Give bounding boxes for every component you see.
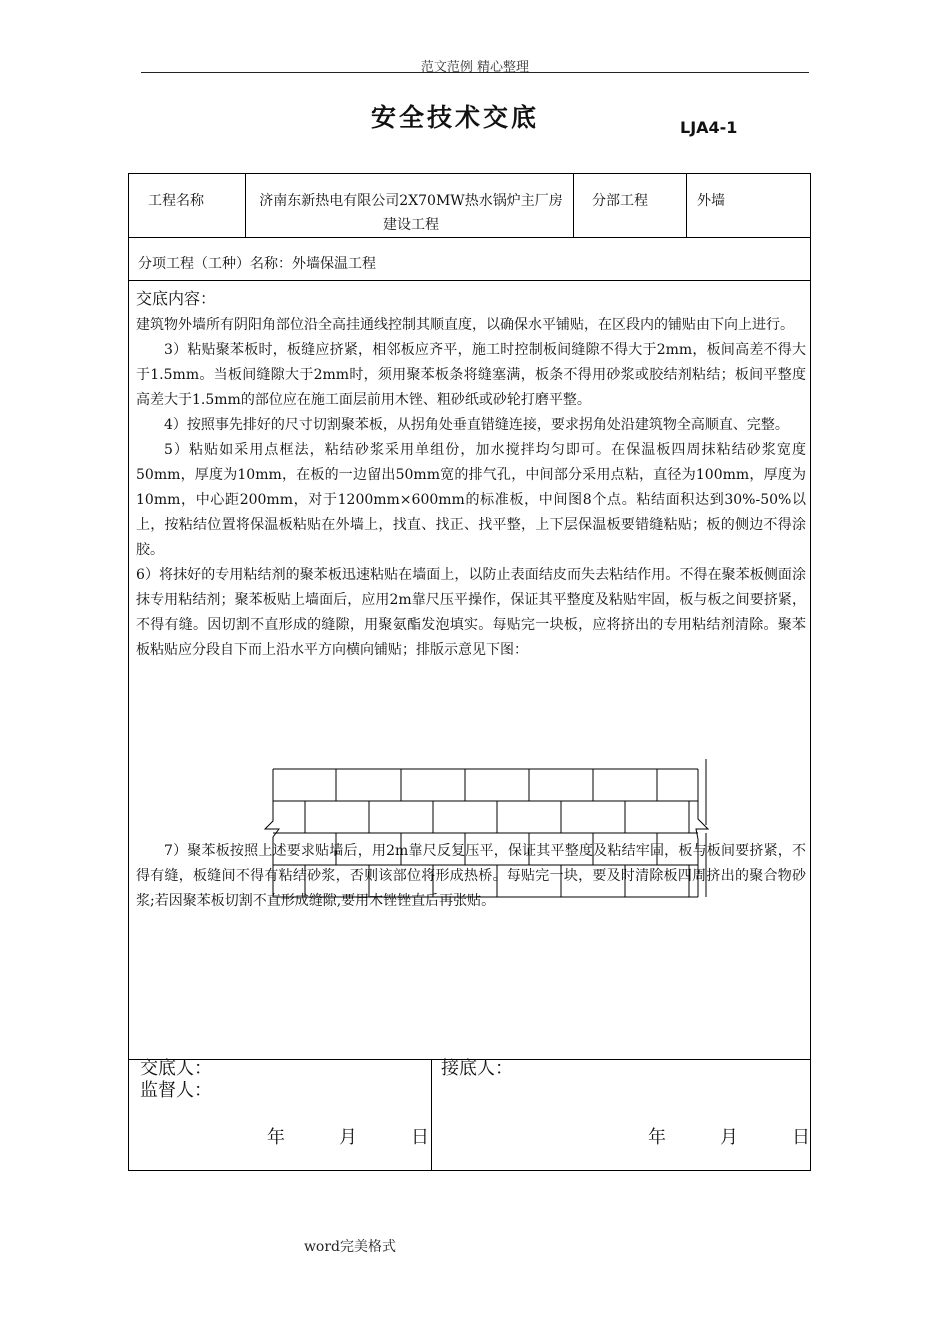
table-row-divider xyxy=(128,280,811,281)
table-col-divider xyxy=(245,173,246,237)
table-col-divider xyxy=(431,1059,432,1171)
division-value: 外墙 xyxy=(697,193,725,209)
content-paragraph: 5）粘贴如采用点框法，粘结砂浆采用单组份，加水搅拌均匀即可。在保温板四周抹粘结砂浆宽度50mm，厚度为10mm，在板的一边留出50mm宽的排气孔，中间部分采用点粘，直径为100mm，厚度为10mm，中心距200mm，对于1200mm×600mm的标准板，中间图8个点。粘结面积达到30%-50%以上，按粘结位置将保温板粘贴在外墙上，找直、找正、找平整，上下层保温板要错缝粘贴；板的侧边不得涂胶。 xyxy=(136,442,806,558)
content-paragraph: 4）按照事先排好的尺寸切割聚苯板，从拐角处垂直错缝连接，要求拐角处沿建筑物全高顺直、完整。 xyxy=(164,417,789,433)
page-footer: word完美格式 xyxy=(303,1239,397,1255)
table-col-divider xyxy=(686,173,687,237)
date-right: 年 月 日 xyxy=(648,1127,810,1148)
project-name-label: 工程名称 xyxy=(148,193,204,209)
header-rule xyxy=(141,72,809,73)
content-paragraph: 6）将抹好的专用粘结剂的聚苯板迅速粘贴在墙面上，以防止表面结皮而失去粘结作用。不得在聚苯板侧面涂抹专用粘结剂；聚苯板贴上墙面后，应用2m靠尺压平操作，保证其平整度及粘贴牢固，板与板之间要挤紧，不得有缝。因切割不直形成的缝隙，用聚氨酯发泡填实。每贴完一块板，应将挤出的专用粘结剂清除。聚苯板粘贴应分段自下而上沿水平方向横向铺贴；排版示意见下图： xyxy=(136,567,806,658)
date-left: 年 月 日 xyxy=(267,1127,429,1148)
supervisor-label: 监督人： xyxy=(140,1080,212,1101)
subitem-name: 分项工程（工种）名称：外墙保温工程 xyxy=(138,256,376,272)
project-name-value: 济南东新热电有限公司2X70MW热水锅炉主厂房建设工程 xyxy=(259,193,563,233)
receiver-label: 接底人： xyxy=(441,1058,513,1079)
content-label: 交底内容： xyxy=(136,289,217,308)
discloser-label: 交底人： xyxy=(140,1058,212,1079)
division-label: 分部工程 xyxy=(592,193,648,209)
document-title: 安全技术交底 xyxy=(370,103,539,132)
document-code: LJA4-1 xyxy=(680,118,738,137)
page-header: 范文范例 精心整理 xyxy=(420,60,530,75)
board-layout-diagram xyxy=(263,756,713,901)
table-row-divider xyxy=(128,237,811,238)
content-paragraph: 建筑物外墙所有阴阳角部位沿全高挂通线控制其顺直度，以确保水平铺贴，在区段内的铺贴由下向上进行。 xyxy=(136,317,794,333)
content-paragraph: 7）聚苯板按照上述要求贴墙后，用2m靠尺反复压平，保证其平整度及粘结牢固，板与板间要挤紧，不得有缝，板缝间不得有粘结砂浆，否则该部位将形成热桥。每贴完一块，要及时清除板四周挤出的聚合物砂浆;若因聚苯板切割不直形成缝隙,要用木锉锉直后再张贴。 xyxy=(136,843,806,909)
content-paragraph: 3）粘贴聚苯板时，板缝应挤紧，相邻板应齐平，施工时控制板间缝隙不得大于2mm，板间高差不得大于1.5mm。当板间缝隙大于2mm时，须用聚苯板条将缝塞满，板条不得用砂浆或胶结剂粘结；板间平整度高差大于1.5mm的部位应在施工面层前用木锉、粗砂纸或砂轮打磨平整。 xyxy=(136,342,806,408)
table-col-divider xyxy=(573,173,574,237)
